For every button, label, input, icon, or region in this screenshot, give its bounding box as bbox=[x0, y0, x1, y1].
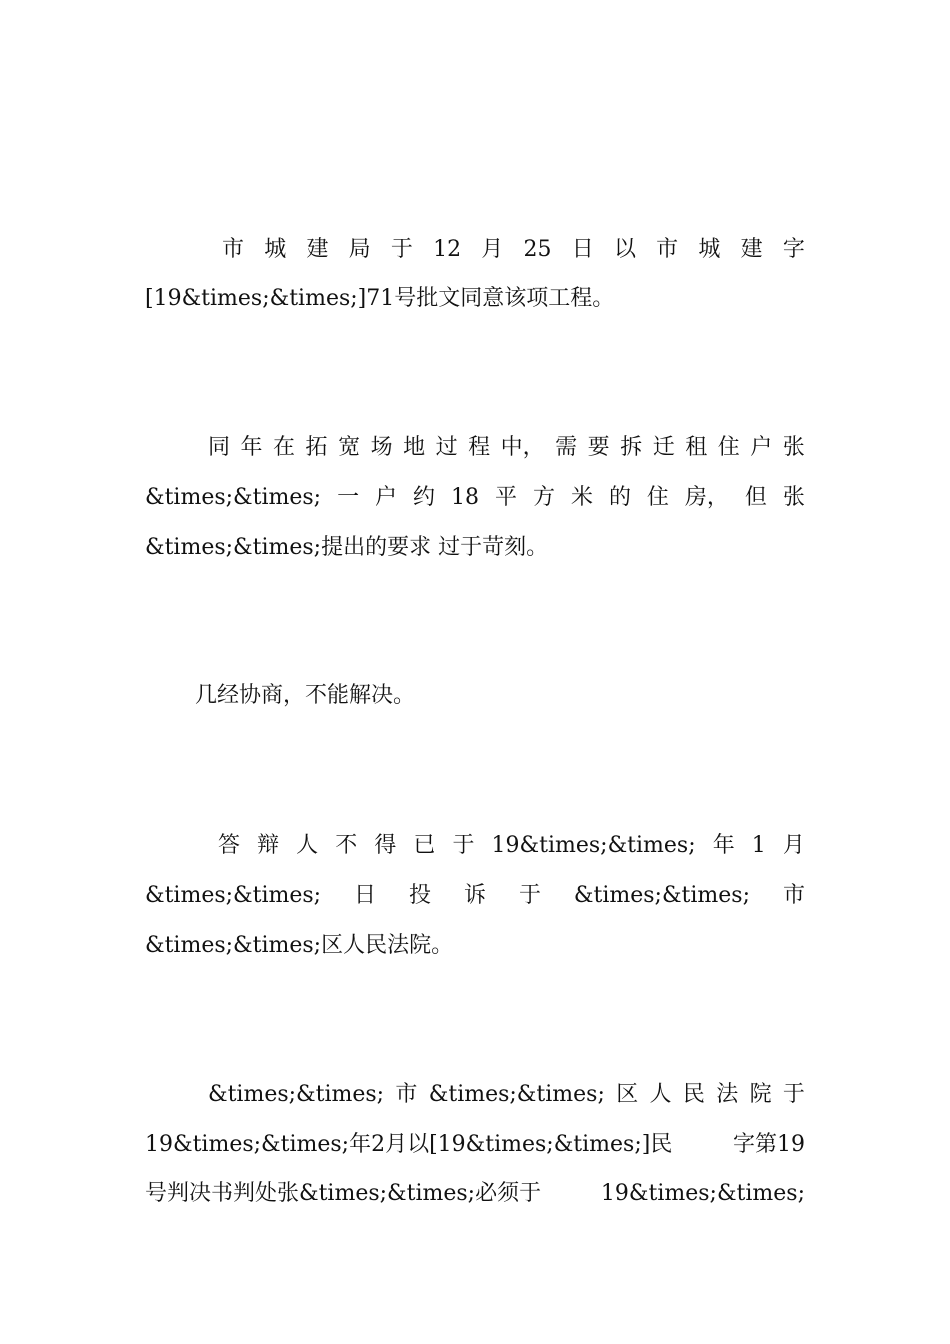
text-segment: 一 bbox=[337, 485, 360, 510]
text-segment: 答 bbox=[218, 833, 241, 858]
text-segment: 于 bbox=[518, 883, 541, 908]
text-segment: 米 bbox=[570, 485, 593, 510]
text-segment: 平 bbox=[494, 485, 517, 510]
text-segment: 地 bbox=[403, 435, 426, 460]
text-segment: 日 bbox=[354, 883, 377, 908]
text-segment: 中， bbox=[500, 435, 545, 460]
text-segment: 投 bbox=[409, 883, 432, 908]
text-segment: 日 bbox=[571, 237, 594, 262]
paragraph-5-line-2 bbox=[145, 1129, 805, 1161]
text-segment: 以 bbox=[613, 237, 636, 262]
text-segment: 19&times;&times;年2月以[19&times;&times;]民 bbox=[145, 1132, 673, 1157]
paragraph-1-line-1 bbox=[222, 234, 805, 266]
text-segment: 需 bbox=[555, 435, 578, 460]
text-segment: 民 bbox=[682, 1082, 705, 1107]
text-segment: 住 bbox=[646, 485, 669, 510]
text-segment: 市 bbox=[656, 237, 679, 262]
text-segment: 拆 bbox=[620, 435, 643, 460]
text-segment: 场 bbox=[370, 435, 393, 460]
text-segment: 年 bbox=[712, 833, 735, 858]
text-segment: 已 bbox=[413, 833, 436, 858]
paragraph-2-line-3: &times;&times;提出的要求 过于苛刻。 bbox=[145, 535, 549, 560]
text-segment: 区 bbox=[616, 1082, 639, 1107]
text-segment: &times;&times; bbox=[145, 485, 322, 510]
text-segment: 号判决书判处张&times;&times;必须于 bbox=[145, 1181, 542, 1206]
paragraph-4-line-2 bbox=[145, 880, 805, 912]
text-segment: 城 bbox=[698, 237, 721, 262]
text-segment: &times;&times; bbox=[208, 1082, 385, 1107]
text-segment: 19&times;&times; bbox=[491, 833, 696, 858]
text-segment: 要 bbox=[587, 435, 610, 460]
text-segment: 年 bbox=[240, 435, 263, 460]
text-segment: 房， bbox=[684, 485, 729, 510]
text-segment: 得 bbox=[374, 833, 397, 858]
paragraph-2-line-2 bbox=[145, 482, 805, 514]
paragraph-2-line-1 bbox=[208, 432, 805, 464]
text-segment: 同 bbox=[208, 435, 231, 460]
paragraph-3-line-1: 几经协商，不能解决。 bbox=[195, 683, 416, 708]
text-segment: 诉 bbox=[463, 883, 486, 908]
text-segment: 于 bbox=[390, 237, 413, 262]
text-segment: 建 bbox=[306, 237, 329, 262]
text-segment: 市 bbox=[782, 883, 805, 908]
text-segment: 市 bbox=[395, 1082, 418, 1107]
text-segment: 城 bbox=[264, 237, 287, 262]
text-segment: 辩 bbox=[257, 833, 280, 858]
text-segment: 张 bbox=[782, 485, 805, 510]
text-segment: &times;&times; bbox=[428, 1082, 605, 1107]
text-segment: 的 bbox=[608, 485, 631, 510]
text-segment: 但 bbox=[744, 485, 767, 510]
text-segment: 法 bbox=[716, 1082, 739, 1107]
text-segment: 12 bbox=[433, 237, 462, 262]
text-segment: 字 bbox=[782, 237, 805, 262]
text-segment: 住 bbox=[717, 435, 740, 460]
text-segment: &times;&times; bbox=[145, 883, 322, 908]
text-segment: 方 bbox=[532, 485, 555, 510]
text-segment: &times;&times; bbox=[573, 883, 751, 908]
text-segment: 院 bbox=[749, 1082, 772, 1107]
text-segment: 19&times;&times; bbox=[600, 1181, 805, 1206]
text-segment: 于 bbox=[782, 1082, 805, 1107]
text-segment: 市 bbox=[222, 237, 245, 262]
paragraph-5-line-3 bbox=[145, 1178, 805, 1210]
paragraph-1-line-2: [19&times;&times;]71号批文同意该项工程。 bbox=[145, 286, 615, 311]
text-segment: 迁 bbox=[652, 435, 675, 460]
text-segment: 不 bbox=[335, 833, 358, 858]
text-segment: 月 bbox=[481, 237, 504, 262]
text-segment: 人 bbox=[296, 833, 319, 858]
text-segment: 户 bbox=[750, 435, 773, 460]
paragraph-4-line-3: &times;&times;区人民法院。 bbox=[145, 933, 454, 958]
text-segment: 建 bbox=[740, 237, 763, 262]
text-segment: 于 bbox=[452, 833, 475, 858]
text-segment: 程 bbox=[468, 435, 491, 460]
paragraph-5-line-1 bbox=[208, 1079, 805, 1111]
text-segment: 约 bbox=[413, 485, 436, 510]
text-segment: 1 bbox=[751, 833, 766, 858]
paragraph-4-line-1 bbox=[218, 830, 805, 862]
text-segment: 张 bbox=[782, 435, 805, 460]
text-segment: 拓 bbox=[305, 435, 328, 460]
text-segment: 人 bbox=[649, 1082, 672, 1107]
text-segment: 过 bbox=[435, 435, 458, 460]
text-segment: 18 bbox=[451, 485, 480, 510]
text-segment: 25 bbox=[523, 237, 552, 262]
text-segment: 在 bbox=[273, 435, 296, 460]
text-segment: 字第19 bbox=[733, 1132, 805, 1157]
text-segment: 租 bbox=[685, 435, 708, 460]
text-segment: 局 bbox=[348, 237, 371, 262]
text-segment: 户 bbox=[375, 485, 398, 510]
text-segment: 宽 bbox=[338, 435, 361, 460]
text-segment: 月 bbox=[782, 833, 805, 858]
